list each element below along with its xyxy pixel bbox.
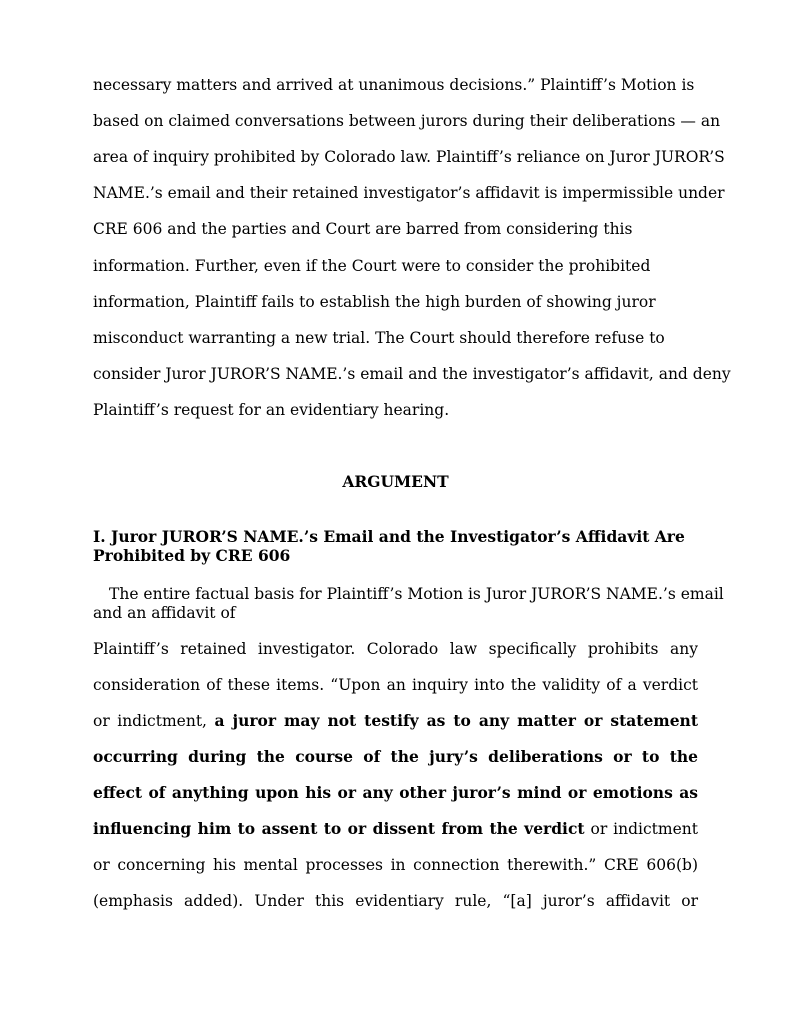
section-heading: I. Juror JUROR’S NAME.’s Email and the Investigator’s Affidavit Are Prohibited by CRE 606	[93, 527, 685, 565]
intro-line-9: consider Juror JUROR’S NAME.’s email and the investigator’s affidavit, and deny	[93, 365, 731, 383]
intro-line-5: CRE 606 and the parties and Court are barred from considering this	[93, 220, 633, 238]
body-line-3-bold: a juror may not testify as to any matter or statement	[214, 711, 698, 730]
argument-heading: ARGUMENT	[342, 472, 449, 491]
body-line-2: consideration of these items. “Upon an inquiry into the validity of a verdict	[93, 676, 698, 694]
intro-line-2: based on claimed conversations between jurors during their deliberations — an	[93, 112, 721, 130]
body-line-1: Plaintiff’s retained investigator. Colorado law specifically prohibits any	[93, 640, 698, 658]
body-line-5: effect of anything upon his or any other juror’s mind or emotions as	[93, 783, 698, 802]
intro-line-1: necessary matters and arrived at unanimous decisions.” Plaintiff’s Motion is	[93, 76, 695, 94]
intro-line-6: information. Further, even if the Court were to consider the prohibited	[93, 257, 651, 275]
section-paragraph-line-2: and an affidavit of	[93, 604, 236, 622]
intro-line-10: Plaintiff’s request for an evidentiary hearing.	[93, 401, 450, 419]
body-line-6-bold: influencing him to assent to or dissent from the verdict	[93, 819, 585, 838]
body-line-7: or concerning his mental processes in connection therewith.” CRE 606(b)	[93, 856, 698, 874]
intro-line-8: misconduct warranting a new trial. The Court should therefore refuse to	[93, 329, 665, 347]
body-line-3-plain: or indictment,	[93, 712, 215, 730]
body-line-4: occurring during the course of the jury’s deliberations or to the	[93, 747, 698, 766]
body-line-3	[93, 712, 698, 730]
section-paragraph-line-1: The entire factual basis for Plaintiff’s Motion is Juror JUROR’S NAME.’s email	[109, 585, 724, 603]
intro-line-4: NAME.’s email and their retained investigator’s affidavit is impermissible under	[93, 184, 725, 202]
intro-line-3: area of inquiry prohibited by Colorado law. Plaintiff’s reliance on Juror JUROR’S	[93, 148, 725, 166]
body-line-6-plain: or indictment	[584, 820, 698, 838]
body-line-6	[93, 820, 698, 838]
intro-line-7: information, Plaintiff fails to establish the high burden of showing juror	[93, 293, 656, 311]
body-line-8: (emphasis added). Under this evidentiary rule, “[a] juror’s affidavit or	[93, 892, 698, 910]
